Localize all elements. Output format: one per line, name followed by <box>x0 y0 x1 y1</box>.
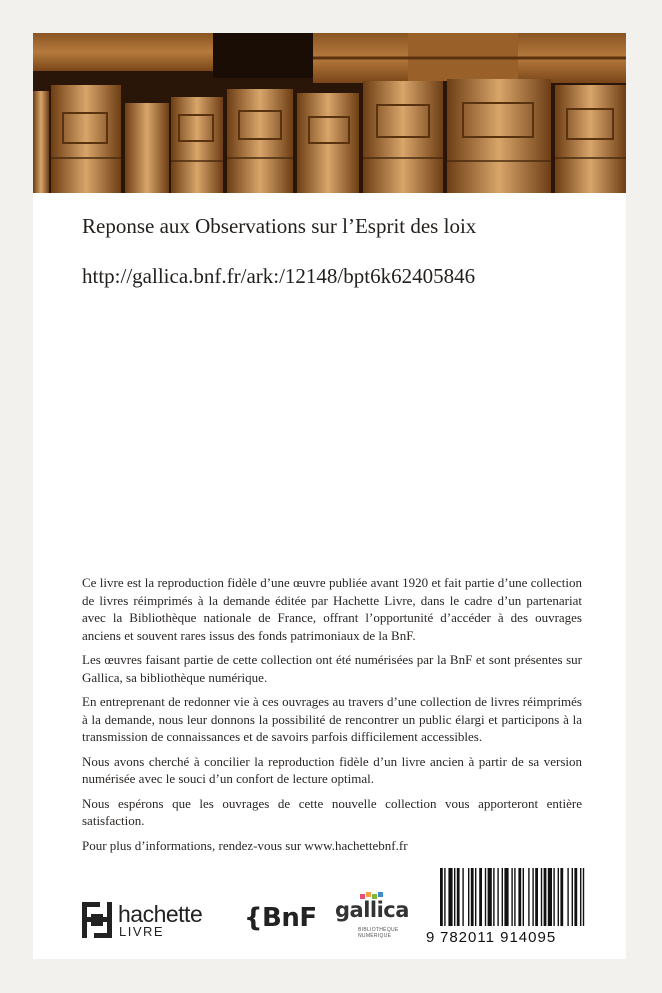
paragraph: Ce livre est la reproduction fidèle d’une œuvre publiée avant 1920 et fait partie d’une collection de livres réimprimés à la demande éditée par Hachette Livre, dans le cadre d’un partenariat avec la Bibliothèque nationale de France, offrant l’opportunité d’accéder à des ouvrages anciens et souvent rares issus des fonds patrimoniaux de la BnF. <box>82 575 582 643</box>
barcode-bar <box>444 868 445 926</box>
barcode-bar <box>471 868 474 926</box>
barcode-bar <box>462 868 463 926</box>
gallica-subtitle-line: NUMÉRIQUE <box>358 933 392 939</box>
barcode-bar <box>493 868 494 926</box>
hachette-livre-logo <box>82 902 217 942</box>
barcode-bar <box>468 868 469 926</box>
barcode-bar <box>514 868 515 926</box>
barcode-bar <box>497 868 498 926</box>
back-cover <box>33 33 626 959</box>
barcode-bar <box>553 868 554 926</box>
isbn-barcode <box>426 868 591 948</box>
barcode-bars <box>426 868 591 928</box>
barcode-bar <box>448 868 452 926</box>
barcode-bar <box>485 868 486 926</box>
gallica-wordmark: gallica <box>335 898 409 922</box>
barcode-bar <box>541 868 542 926</box>
barcode-bar <box>572 868 573 926</box>
barcode-number <box>426 929 591 946</box>
barcode-bar <box>479 868 482 926</box>
barcode-bar <box>558 868 559 926</box>
barcode-bar <box>580 868 581 926</box>
paragraph: Pour plus d’informations, rendez-vous sur www.hachettebnf.fr <box>82 837 408 853</box>
barcode-bar <box>528 868 529 926</box>
barcode-bar <box>544 868 547 926</box>
barcode-bar <box>504 868 508 926</box>
paragraph: Nous avons cherché à concilier la reproduction fidèle d’un livre ancien à partir de sa version numérisée avec le souci d’un confort de lecture optimal. <box>82 753 582 786</box>
barcode-bar <box>488 868 492 926</box>
book-title: Reponse aux Observations sur l’Esprit des loix <box>82 214 477 238</box>
barcode-bar <box>502 868 503 926</box>
barcode-bar <box>535 868 538 926</box>
barcode-bar <box>475 868 476 926</box>
barcode-bar <box>532 868 533 926</box>
paragraph: En entreprenant de redonner vie à ces ouvrages au travers d’une collection de livres réimprimés à la demande, nous leur donnons la possibilité de rencontrer un public élargi et participons à la transmission de connaissances et de savoirs parfois difficilement accessibles. <box>82 694 582 744</box>
barcode-lead-digit: 9 <box>426 929 436 946</box>
barcode-bar <box>511 868 512 926</box>
gallica-logo <box>333 892 413 944</box>
paragraph: Les œuvres faisant partie de cette collection ont été numérisées par la BnF et sont présentes sur Gallica, sa bibliothèque numérique. <box>82 652 582 685</box>
bnf-logo: {BnF <box>244 903 317 933</box>
barcode-bar <box>560 868 563 926</box>
header-photo-banner <box>33 33 626 193</box>
barcode-digits: 782011 914095 <box>440 929 557 946</box>
hachette-mark-icon <box>82 902 112 938</box>
gallica-url: http://gallica.bnf.fr/ark:/12148/bpt6k62405846 <box>82 264 476 288</box>
logo-bar <box>33 868 626 948</box>
barcode-bar <box>523 868 524 926</box>
barcode-bar <box>574 868 577 926</box>
gallica-subtitle <box>358 927 399 939</box>
barcode-bar <box>548 868 552 926</box>
barcode-bar <box>457 868 460 926</box>
gallica-subtitle-line: BIBLIOTHÈQUE <box>358 927 399 933</box>
barcode-bar <box>440 868 443 926</box>
barcode-bar <box>583 868 584 926</box>
barcode-bar <box>567 868 568 926</box>
description-text <box>82 574 582 861</box>
barcode-bar <box>454 868 455 926</box>
livre-wordmark: LIVRE <box>119 924 165 939</box>
old-books-photo <box>33 33 626 193</box>
paragraph: Nous espérons que les ouvrages de cette nouvelle collection vous apporteront entière satisfaction. <box>82 795 582 828</box>
hachette-wordmark: hachette <box>118 901 203 927</box>
barcode-bar <box>518 868 521 926</box>
